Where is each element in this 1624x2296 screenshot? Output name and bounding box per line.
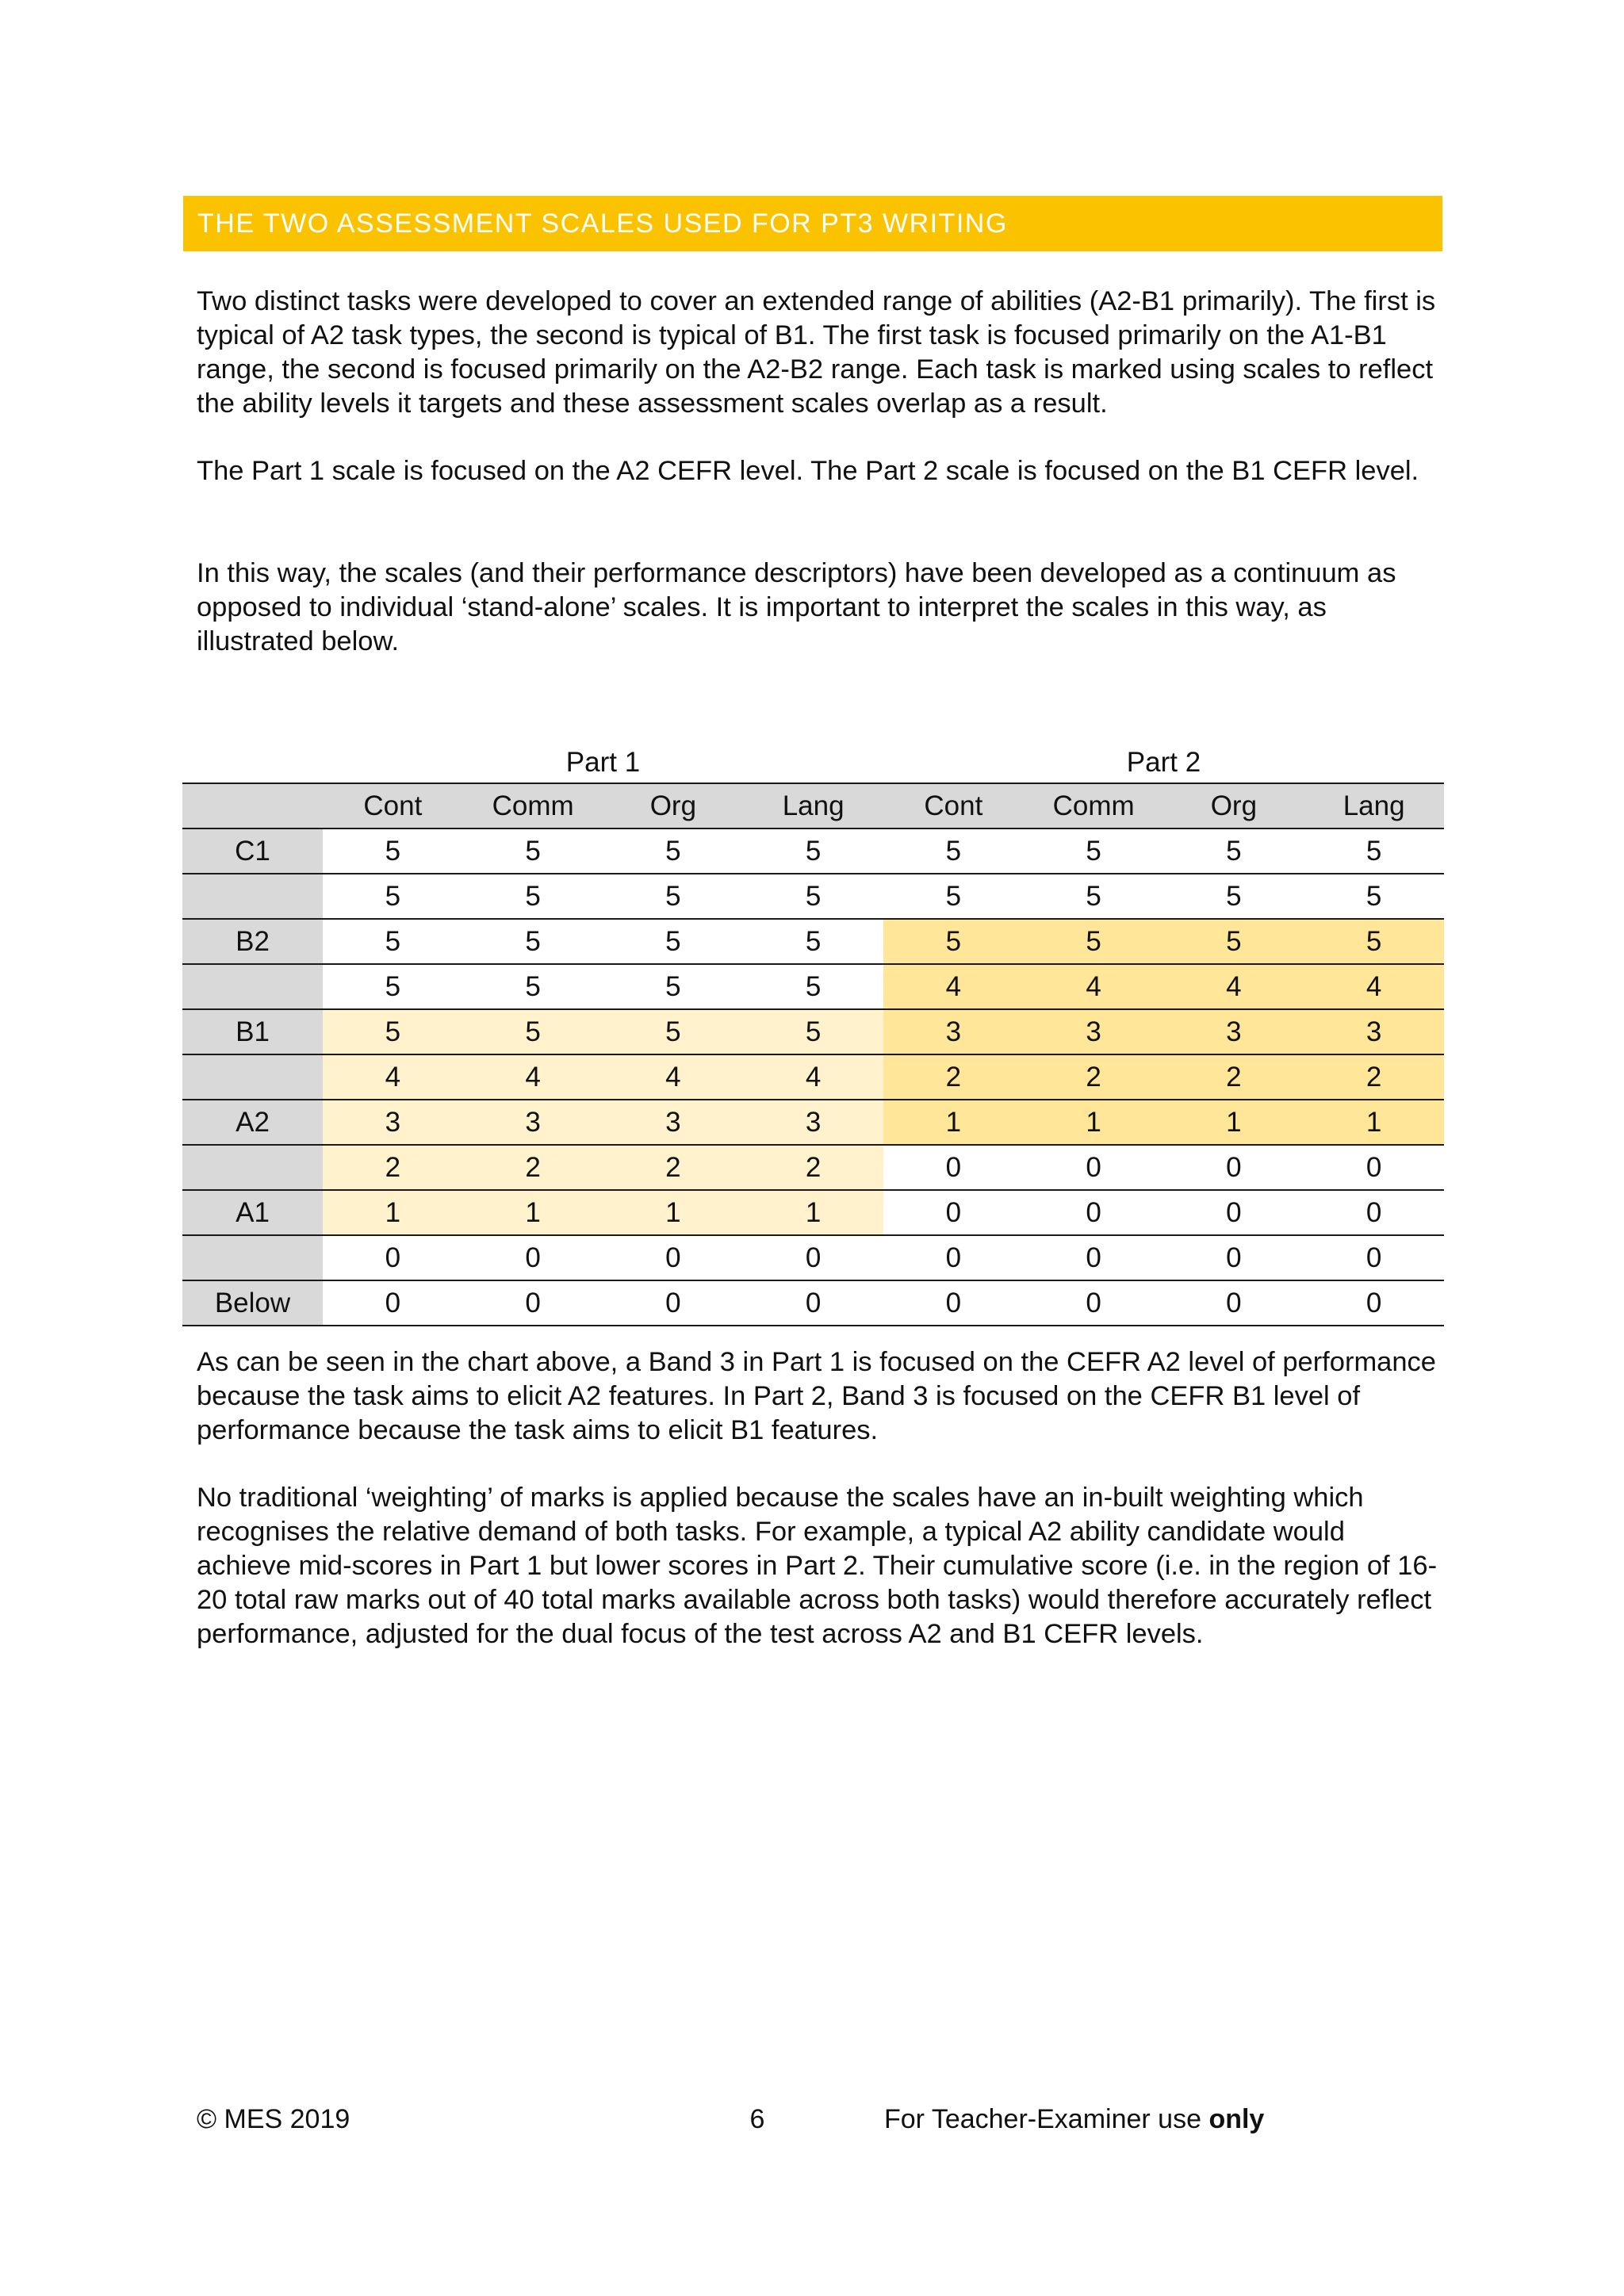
column-header: Comm xyxy=(1024,783,1164,828)
column-header: Org xyxy=(603,783,744,828)
part2-score-cell: 3 xyxy=(1024,1009,1164,1054)
level-cell: C1 xyxy=(182,828,323,874)
part1-score-cell: 5 xyxy=(323,1009,463,1054)
part2-score-cell: 0 xyxy=(1304,1235,1444,1280)
part1-score-cell: 5 xyxy=(603,919,744,964)
table-row xyxy=(182,828,1444,874)
part2-score-cell: 4 xyxy=(1024,964,1164,1009)
part2-score-cell: 4 xyxy=(1304,964,1444,1009)
part2-score-cell: 1 xyxy=(1164,1100,1304,1145)
part2-score-cell: 5 xyxy=(1164,874,1304,919)
part1-score-cell: 4 xyxy=(323,1054,463,1100)
part2-score-cell: 0 xyxy=(1164,1190,1304,1235)
table-row xyxy=(182,1054,1444,1100)
weighting-paragraph: No traditional ‘weighting’ of marks is applied because the scales have an in-built weighting which recognises the relative demand of both tasks. For example, a typical A2 ability candidate would achieve mid-scores in Part 1 but lower scores in Part 2. Their cumulative score (i.e. in the region of 16-20 total raw marks out of 40 total marks available across both tasks) would therefore accurately reflect performance, adjusted for the dual focus of the test across A2 and B1 CEFR levels. xyxy=(197,1483,1438,1649)
scale-grid xyxy=(182,783,1444,1326)
scale-body xyxy=(182,828,1444,1326)
part1-score-cell: 5 xyxy=(323,828,463,874)
part2-score-cell: 0 xyxy=(883,1145,1024,1190)
part1-score-cell: 5 xyxy=(743,874,883,919)
part1-score-cell: 5 xyxy=(743,1009,883,1054)
level-cell xyxy=(182,1235,323,1280)
part2-score-cell: 0 xyxy=(1164,1235,1304,1280)
column-header: Lang xyxy=(743,783,883,828)
table-row xyxy=(182,1280,1444,1326)
table-row xyxy=(182,964,1444,1009)
table-row xyxy=(182,1190,1444,1235)
part1-score-cell: 4 xyxy=(743,1054,883,1100)
part2-score-cell: 1 xyxy=(1304,1100,1444,1145)
part2-score-cell: 1 xyxy=(1024,1100,1164,1145)
part1-score-cell: 5 xyxy=(463,1009,603,1054)
part2-score-cell: 5 xyxy=(1024,919,1164,964)
part1-score-cell: 0 xyxy=(743,1235,883,1280)
section-heading-banner: THE TWO ASSESSMENT SCALES USED FOR PT3 WRITING xyxy=(183,196,1442,251)
part1-score-cell: 2 xyxy=(603,1145,744,1190)
part2-score-cell: 0 xyxy=(1024,1235,1164,1280)
column-header: Org xyxy=(1164,783,1304,828)
level-cell xyxy=(182,1054,323,1100)
part2-score-cell: 3 xyxy=(883,1009,1024,1054)
part2-score-cell: 0 xyxy=(883,1235,1024,1280)
scale-focus-paragraph: The Part 1 scale is focused on the A2 CEFR level. The Part 2 scale is focused on the B1 CEFR level. xyxy=(197,456,1419,486)
part1-score-cell: 2 xyxy=(463,1145,603,1190)
part2-score-cell: 0 xyxy=(883,1280,1024,1326)
band-explanation-paragraph: As can be seen in the chart above, a Band 3 in Part 1 is focused on the CEFR A2 level of performance because the task aims to elicit A2 features. In Part 2, Band 3 is focused on the CEFR B1 level of performance because the task aims to elicit B1 features. xyxy=(197,1347,1436,1445)
part2-score-cell: 0 xyxy=(1024,1280,1164,1326)
footer-page-number: 6 xyxy=(749,2104,765,2134)
part2-score-cell: 1 xyxy=(883,1100,1024,1145)
part1-score-cell: 0 xyxy=(743,1280,883,1326)
table-row xyxy=(182,874,1444,919)
level-cell: B2 xyxy=(182,919,323,964)
part2-score-cell: 0 xyxy=(1164,1280,1304,1326)
part2-score-cell: 2 xyxy=(883,1054,1024,1100)
level-cell: A2 xyxy=(182,1100,323,1145)
part2-score-cell: 2 xyxy=(1304,1054,1444,1100)
table-row xyxy=(182,1145,1444,1190)
part2-score-cell: 5 xyxy=(883,828,1024,874)
part1-score-cell: 3 xyxy=(323,1100,463,1145)
table-row xyxy=(182,1100,1444,1145)
part2-score-cell: 5 xyxy=(1164,828,1304,874)
footer-copyright: © MES 2019 xyxy=(197,2104,350,2134)
part2-score-cell: 5 xyxy=(1304,919,1444,964)
part2-score-cell: 0 xyxy=(1304,1145,1444,1190)
part2-score-cell: 5 xyxy=(1024,874,1164,919)
level-cell xyxy=(182,964,323,1009)
part1-score-cell: 5 xyxy=(743,828,883,874)
part1-score-cell: 5 xyxy=(603,874,744,919)
part1-score-cell: 5 xyxy=(323,874,463,919)
column-header: Cont xyxy=(883,783,1024,828)
part2-score-cell: 5 xyxy=(1164,919,1304,964)
part1-score-cell: 5 xyxy=(603,828,744,874)
part1-score-cell: 5 xyxy=(743,964,883,1009)
part2-score-cell: 5 xyxy=(883,874,1024,919)
part1-score-cell: 0 xyxy=(603,1280,744,1326)
part2-score-cell: 3 xyxy=(1164,1009,1304,1054)
part1-score-cell: 3 xyxy=(743,1100,883,1145)
part1-score-cell: 1 xyxy=(603,1190,744,1235)
part2-score-cell: 0 xyxy=(1024,1145,1164,1190)
part1-score-cell: 0 xyxy=(463,1235,603,1280)
level-cell: B1 xyxy=(182,1009,323,1054)
part1-score-cell: 4 xyxy=(463,1054,603,1100)
part2-score-cell: 4 xyxy=(1164,964,1304,1009)
part1-score-cell: 5 xyxy=(603,964,744,1009)
part1-label: Part 1 xyxy=(565,747,641,778)
column-header: Lang xyxy=(1304,783,1444,828)
part1-score-cell: 0 xyxy=(603,1235,744,1280)
level-cell xyxy=(182,874,323,919)
part1-score-cell: 5 xyxy=(463,964,603,1009)
part2-score-cell: 2 xyxy=(1024,1054,1164,1100)
part2-score-cell: 5 xyxy=(1024,828,1164,874)
part2-score-cell: 0 xyxy=(1304,1190,1444,1235)
part1-score-cell: 5 xyxy=(323,919,463,964)
level-cell xyxy=(182,1145,323,1190)
table-row xyxy=(182,1009,1444,1054)
part1-score-cell: 5 xyxy=(603,1009,744,1054)
part2-score-cell: 3 xyxy=(1304,1009,1444,1054)
part2-score-cell: 5 xyxy=(1304,828,1444,874)
part2-score-cell: 2 xyxy=(1164,1054,1304,1100)
part2-score-cell: 5 xyxy=(883,919,1024,964)
part1-score-cell: 1 xyxy=(743,1190,883,1235)
part1-score-cell: 3 xyxy=(463,1100,603,1145)
footer-usage-note xyxy=(884,2102,1264,2137)
part2-label: Part 2 xyxy=(1126,747,1201,778)
part1-score-cell: 1 xyxy=(323,1190,463,1235)
part1-score-cell: 3 xyxy=(603,1100,744,1145)
part1-score-cell: 2 xyxy=(743,1145,883,1190)
part1-score-cell: 5 xyxy=(463,828,603,874)
column-header xyxy=(182,783,323,828)
column-header: Cont xyxy=(323,783,463,828)
part2-score-cell: 0 xyxy=(883,1190,1024,1235)
footer-usage-prefix: For Teacher-Examiner use xyxy=(884,2104,1209,2134)
part2-score-cell: 5 xyxy=(1304,874,1444,919)
part2-score-cell: 0 xyxy=(1024,1190,1164,1235)
table-row xyxy=(182,1235,1444,1280)
part1-score-cell: 5 xyxy=(463,919,603,964)
intro-paragraph: Two distinct tasks were developed to cover an extended range of abilities (A2-B1 primarily). The first is typical of A2 task types, the second is typical of B1. The first task is focused primarily on the A1-B1 range, the second is focused primarily on the A2-B2 range. Each task is marked using scales to reflect the ability levels it targets and these assessment scales overlap as a result. xyxy=(197,286,1436,419)
part1-score-cell: 0 xyxy=(323,1280,463,1326)
part1-score-cell: 4 xyxy=(603,1054,744,1100)
continuum-paragraph: In this way, the scales (and their performance descriptors) have been developed as a continuum as opposed to individual ‘stand-alone’ scales. It is important to interpret the scales in this way, as illustrated below. xyxy=(197,558,1396,656)
column-header: Comm xyxy=(463,783,603,828)
column-header-row xyxy=(182,783,1444,828)
part2-score-cell: 0 xyxy=(1304,1280,1444,1326)
assessment-scale-table xyxy=(182,743,1444,1326)
part1-score-cell: 0 xyxy=(323,1235,463,1280)
part2-score-cell: 0 xyxy=(1164,1145,1304,1190)
part1-score-cell: 5 xyxy=(463,874,603,919)
part1-score-cell: 2 xyxy=(323,1145,463,1190)
part1-score-cell: 0 xyxy=(463,1280,603,1326)
part1-score-cell: 5 xyxy=(743,919,883,964)
level-cell: Below xyxy=(182,1280,323,1326)
footer-usage-emphasis: only xyxy=(1208,2104,1265,2134)
part1-score-cell: 5 xyxy=(323,964,463,1009)
table-row xyxy=(182,919,1444,964)
part1-score-cell: 1 xyxy=(463,1190,603,1235)
level-cell: A1 xyxy=(182,1190,323,1235)
part-labels xyxy=(182,743,1444,783)
part2-score-cell: 4 xyxy=(883,964,1024,1009)
